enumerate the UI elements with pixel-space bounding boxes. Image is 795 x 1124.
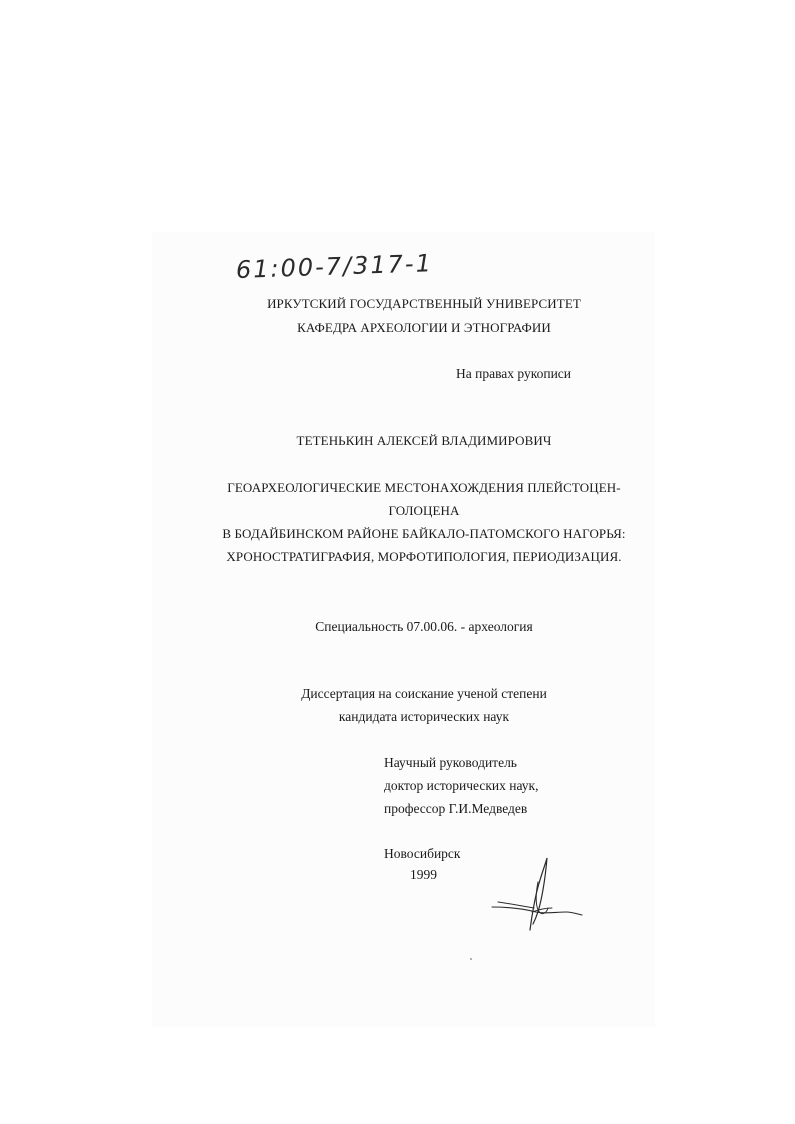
manuscript-note: На правах рукописи [456, 366, 572, 381]
handwritten-catalog-code: 61:00-7/317-1 [235, 249, 434, 284]
title-line-4: ХРОНОСТРАТИГРАФИЯ, МОРФОТИПОЛОГИЯ, ПЕРИОДИЗАЦИЯ. [226, 549, 622, 564]
scan-speck [470, 958, 472, 960]
title-line-1: ГЕОАРХЕОЛОГИЧЕСКИЕ МЕСТОНАХОЖДЕНИЯ ПЛЕЙСТОЦЕН- [227, 480, 621, 495]
university-name: ИРКУТСКИЙ ГОСУДАРСТВЕННЫЙ УНИВЕРСИТЕТ [267, 296, 581, 311]
department-name: КАФЕДРА АРХЕОЛОГИИ И ЭТНОГРАФИИ [297, 320, 551, 335]
title-line-3: В БОДАЙБИНСКОМ РАЙОНЕ БАЙКАЛО-ПАТОМСКОГО НАГОРЬЯ: [222, 526, 626, 541]
supervisor-degree: доктор исторических наук, [384, 778, 539, 793]
supervisor-name: профессор Г.И.Медведев [384, 801, 528, 816]
title-line-2: ГОЛОЦЕНА [388, 503, 460, 518]
supervisor-role: Научный руководитель [384, 755, 517, 770]
city: Новосибирск [384, 846, 461, 861]
dissertation-line-2: кандидата исторических наук [338, 709, 510, 724]
dissertation-line-1: Диссертация на соискание ученой степени [301, 686, 547, 701]
signature-icon [486, 852, 586, 936]
specialty: Специальность 07.00.06. - археология [315, 619, 533, 634]
author-name: ТЕТЕНЬКИН АЛЕКСЕЙ ВЛАДИМИРОВИЧ [296, 433, 552, 448]
year: 1999 [410, 867, 437, 882]
